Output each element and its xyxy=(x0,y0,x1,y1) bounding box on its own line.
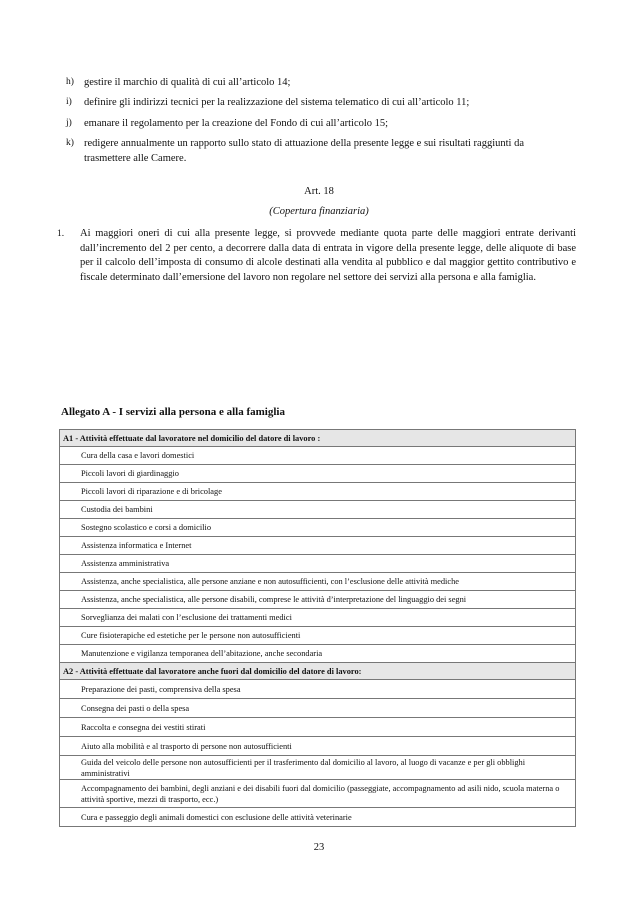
list-letter: h) xyxy=(66,77,74,87)
service-item: Cura della casa e lavori domestici xyxy=(60,447,576,465)
table-row xyxy=(60,465,576,483)
table-row xyxy=(60,645,576,663)
table-row xyxy=(60,808,576,827)
table-row xyxy=(60,699,576,718)
paragraph-text: Ai maggiori oneri di cui alla presente legge, si provvede mediante quota parte delle maggiori entrate derivanti dall’incremento del 2 per cento, a decorrere dalla data di entrata in vigore della presente legge, delle aliquote di base per il calcolo dell’imposta di consumo di alcole destinati alla vendita al pubblico e dal maggior gettito contributivo e fiscale determinato dall’emersione del lavoro non regolare nel settore dei servizi alla persona e alla famiglia. xyxy=(80,228,576,283)
page-number: 23 xyxy=(313,842,325,853)
service-item: Assistenza informatica e Internet xyxy=(60,537,576,555)
table-row xyxy=(60,591,576,609)
section-header: A1 - Attività effettuate dal lavoratore nel domicilio del datore di lavoro : xyxy=(60,430,576,447)
section-header: A2 - Attività effettuate dal lavoratore anche fuori dal domicilio del datore di lavoro: xyxy=(60,663,576,680)
service-item: Assistenza amministrativa xyxy=(60,555,576,573)
table-row xyxy=(60,627,576,645)
table-row xyxy=(60,537,576,555)
table-row xyxy=(60,609,576,627)
service-item: Assistenza, anche specialistica, alle persone anziane e non autosufficienti, con l’esclusione delle attività mediche xyxy=(60,573,576,591)
section-header-row xyxy=(60,663,576,680)
table-row xyxy=(60,519,576,537)
paragraph-number: 1. xyxy=(57,229,65,239)
service-item: Guida del veicolo delle persone non autosufficienti per il trasferimento dal domicilio al lavoro, al luogo di vacanze e per gli obblighi amministrativi xyxy=(60,756,576,780)
table-row xyxy=(60,501,576,519)
list-letter: k) xyxy=(66,138,74,148)
services-table xyxy=(59,429,576,827)
service-item: Custodia dei bambini xyxy=(60,501,576,519)
table-row xyxy=(60,573,576,591)
table-row xyxy=(60,555,576,573)
table-row xyxy=(60,447,576,465)
service-item: Manutenzione e vigilanza temporanea dell’abitazione, anche secondaria xyxy=(60,645,576,663)
table-row xyxy=(60,737,576,756)
allegato-title: Allegato A - I servizi alla persona e alla famiglia xyxy=(61,406,285,418)
table-row xyxy=(60,756,576,780)
service-item: Aiuto alla mobilità e al trasporto di persone non autosufficienti xyxy=(60,737,576,756)
service-item: Cura e passeggio degli animali domestici con esclusione delle attività veterinarie xyxy=(60,808,576,827)
service-item: Raccolta e consegna dei vestiti stirati xyxy=(60,718,576,737)
table-row xyxy=(60,483,576,501)
list-text: emanare il regolamento per la creazione del Fondo di cui all’articolo 15; xyxy=(84,118,389,129)
service-item: Sorveglianza dei malati con l’esclusione dei trattamenti medici xyxy=(60,609,576,627)
service-item: Cure fisioterapiche ed estetiche per le persone non autosufficienti xyxy=(60,627,576,645)
service-item: Consegna dei pasti o della spesa xyxy=(60,699,576,718)
service-item: Accompagnamento dei bambini, degli anziani e dei disabili fuori dal domicilio (passeggiate, accompagnamento ad asili nido, scuola materna o attività sportive, mezzi di trasporto, ecc.) xyxy=(60,780,576,808)
section-header-row xyxy=(60,430,576,447)
service-item: Piccoli lavori di riparazione e di bricolage xyxy=(60,483,576,501)
list-text: redigere annualmente un rapporto sullo stato di attuazione della presente legge e sui risultati raggiunti da trasmettere alle Camere. xyxy=(84,138,524,164)
service-item: Assistenza, anche specialistica, alle persone disabili, comprese le attività d’interpretazione del linguaggio dei segni xyxy=(60,591,576,609)
table-row xyxy=(60,680,576,699)
list-text: gestire il marchio di qualità di cui all’articolo 14; xyxy=(84,77,291,88)
article-title: Art. 18 xyxy=(304,186,334,197)
service-item: Preparazione dei pasti, comprensiva della spesa xyxy=(60,680,576,699)
table-row xyxy=(60,718,576,737)
table-row xyxy=(60,780,576,808)
article-subtitle: (Copertura finanziaria) xyxy=(269,206,369,217)
list-letter: j) xyxy=(66,118,72,128)
list-letter: i) xyxy=(66,97,72,107)
service-item: Sostegno scolastico e corsi a domicilio xyxy=(60,519,576,537)
service-item: Piccoli lavori di giardinaggio xyxy=(60,465,576,483)
list-text: definire gli indirizzi tecnici per la realizzazione del sistema telematico di cui all’articolo 11; xyxy=(84,97,470,108)
